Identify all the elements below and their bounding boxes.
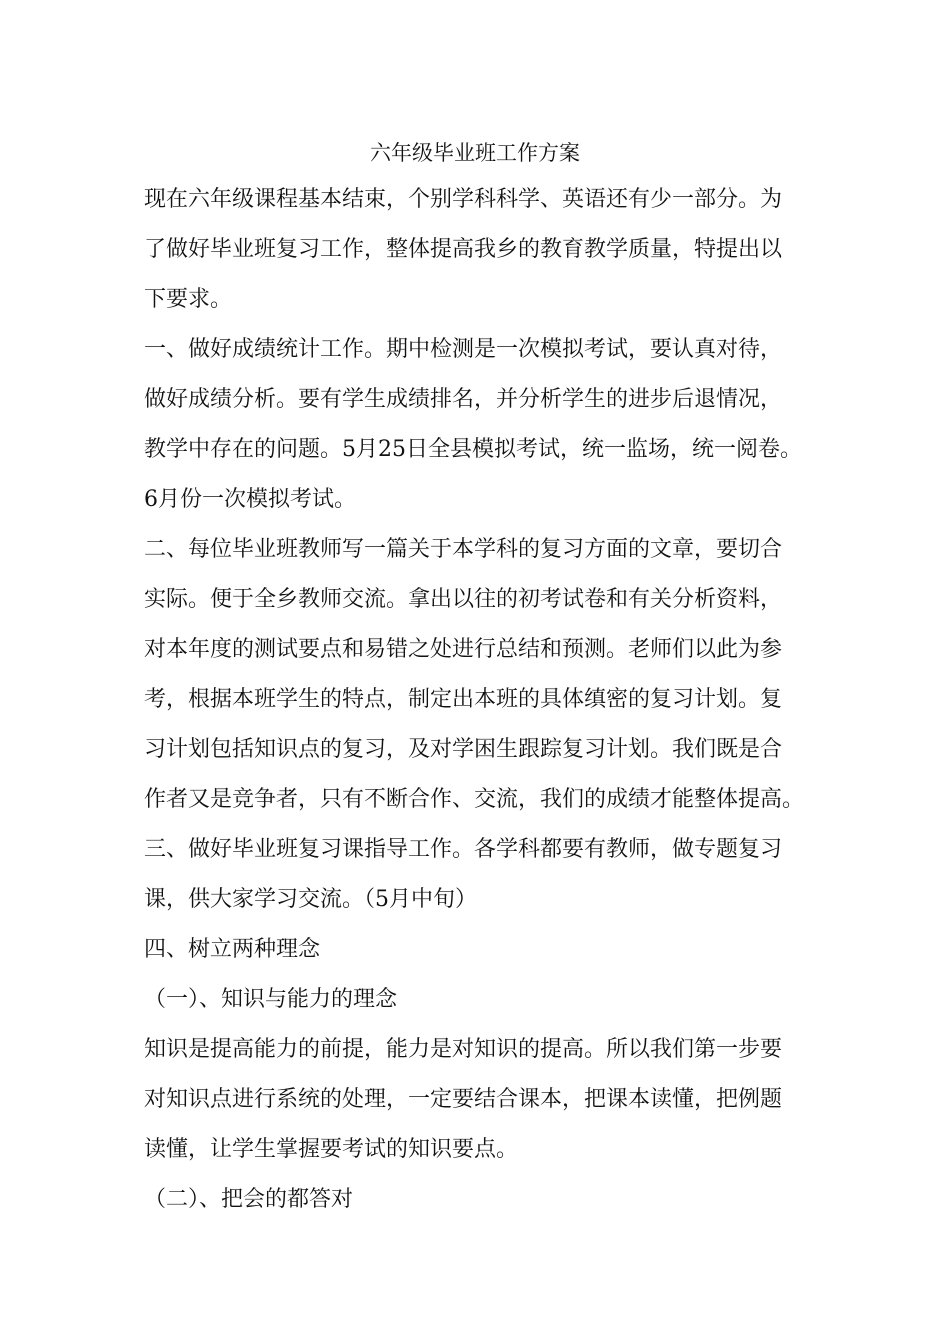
paragraph-line: 实际。便于全乡教师交流。拿出以往的初考试卷和有关分析资料， xyxy=(144,587,783,612)
paragraph-line: 习计划包括知识点的复习，及对学困生跟踪复习计划。我们既是合 xyxy=(144,737,783,762)
paragraph-line: 考，根据本班学生的特点，制定出本班的具体缜密的复习计划。复 xyxy=(144,687,783,712)
paragraph-line: 现在六年级课程基本结束，个别学科科学、英语还有少一部分。为 xyxy=(144,187,783,212)
paragraph-line: 教学中存在的问题。5月25日全县模拟考试，统一监场，统一阅卷。 xyxy=(144,437,802,462)
paragraph-line: 了做好毕业班复习工作，整体提高我乡的教育教学质量，特提出以 xyxy=(144,237,783,262)
paragraph-line: 知识是提高能力的前提，能力是对知识的提高。所以我们第一步要 xyxy=(144,1037,783,1062)
document-title: 六年级毕业班工作方案 xyxy=(370,141,580,165)
section-heading: 四、树立两种理念 xyxy=(144,937,321,962)
paragraph-line: 读懂，让学生掌握要考试的知识要点。 xyxy=(144,1137,519,1162)
paragraph-line: 作者又是竞争者，只有不断合作、交流，我们的成绩才能整体提高。 xyxy=(144,787,805,812)
paragraph-line: 6月份一次模拟考试。 xyxy=(144,487,356,512)
paragraph-line: 三、做好毕业班复习课指导工作。各学科都要有教师，做专题复习 xyxy=(144,837,783,862)
subsection-heading: （二）、把会的都答对 xyxy=(144,1187,354,1212)
paragraph-line: 课，供大家学习交流。（5月中旬） xyxy=(144,887,477,912)
subsection-heading: （一）、知识与能力的理念 xyxy=(144,987,398,1012)
paragraph-line: 一、做好成绩统计工作。期中检测是一次模拟考试，要认真对待， xyxy=(144,337,783,362)
paragraph-line: 对知识点进行系统的处理，一定要结合课本，把课本读懂，把例题 xyxy=(144,1087,783,1112)
paragraph-line: 做好成绩分析。要有学生成绩排名，并分析学生的进步后退情况， xyxy=(144,387,783,412)
paragraph-line: 下要求。 xyxy=(144,287,233,312)
paragraph-line: 二、每位毕业班教师写一篇关于本学科的复习方面的文章，要切合 xyxy=(144,537,783,562)
paragraph-line: 对本年度的测试要点和易错之处进行总结和预测。老师们以此为参 xyxy=(144,637,783,662)
